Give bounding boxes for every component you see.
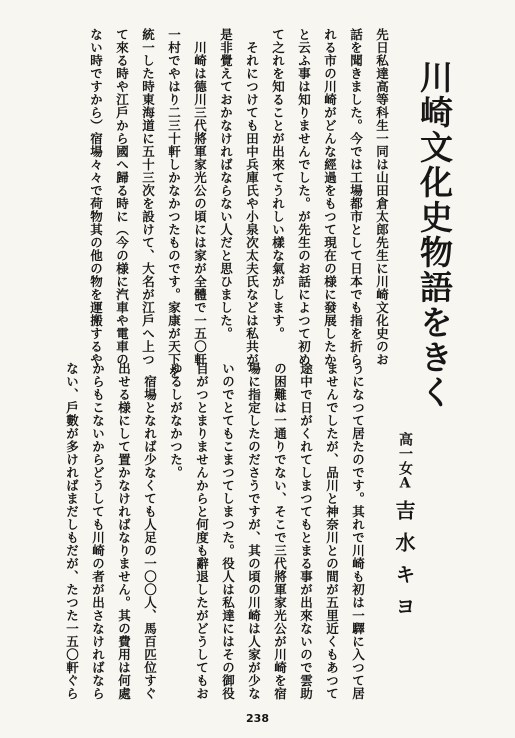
text-column: ない時ですから）宿場々々で荷物其の他の物を運搬するや	[88, 28, 104, 366]
text-column: うになつて居たのです。其れで川崎も初は一驛に入つて居	[350, 362, 366, 700]
text-column: それにつけても田中兵庫氏や小泉次太夫氏などは私共が	[244, 41, 260, 366]
text-column: て之れを知ることが出來てうれしい樣な氣がします。	[270, 28, 286, 340]
text-column: 一村でやはり二三十軒しかなかつたものです。家康が天下を	[166, 28, 182, 379]
text-column: いのでとてもこまつてしまつた。役人は私達にはその御役	[220, 362, 236, 700]
text-column: と云ふ事は知りませんでした。が先生のお話によつて初め	[296, 28, 312, 366]
text-column: 場に指定したのださうですが、其の頃の川崎は人家が少な	[246, 362, 262, 700]
byline-school: 高一女A	[397, 432, 413, 492]
text-column: ませんでしたが、品川と神奈川との間が五里近くもあつて	[324, 362, 340, 700]
text-column: 話を聞きました。今では工場都市として日本でも指を折ら	[348, 28, 364, 366]
article-title: 川崎文化史物語をきく	[415, 60, 454, 410]
text-column: 出せる様にして置かなければなりません。其の費用は何處	[116, 362, 132, 700]
text-column: れる市の川崎がどんな經過をもつて現在の様に發展したか	[322, 28, 338, 366]
text-column: 是非覺えておかなければならない人だと思ひました。	[218, 28, 234, 340]
text-column: 先日私達高等科生一同は山田倉太郎先生に川崎文化史のお	[374, 28, 390, 366]
page-number: 238	[246, 712, 269, 725]
byline-name: 吉水キヨ	[392, 500, 416, 628]
text-column: 目がつとまりませんからと何度も辭退したがどうしてもお	[194, 362, 210, 700]
text-column: 統一した時東海道に五十三次を設けて、大名が江戶へ上つ	[140, 28, 156, 366]
text-column: 宿場となれば少なくても人足の一〇〇人、馬百匹位すぐ	[142, 375, 158, 700]
text-column: ない、戶數が多ければまだしもだが、たつた一五〇軒ぐら	[64, 362, 80, 700]
text-column: の困難は一通りでない、そこで三代將軍家光公が川崎を宿	[272, 362, 288, 700]
text-column: からもこないからどうしても川崎の者が出さなければなら	[90, 362, 106, 700]
text-column: 途中で日がくれてしまつてもとまる事が出來ないので雲助	[298, 362, 314, 700]
text-column: て來る時や江戶から國へ歸る時に（今の様に汽車や電車の	[114, 28, 130, 366]
text-column: 川崎は德川三代將軍家光公の頃には家が全體で一五〇軒	[192, 41, 208, 366]
text-column: ゆるしがなかつた。	[168, 362, 184, 479]
